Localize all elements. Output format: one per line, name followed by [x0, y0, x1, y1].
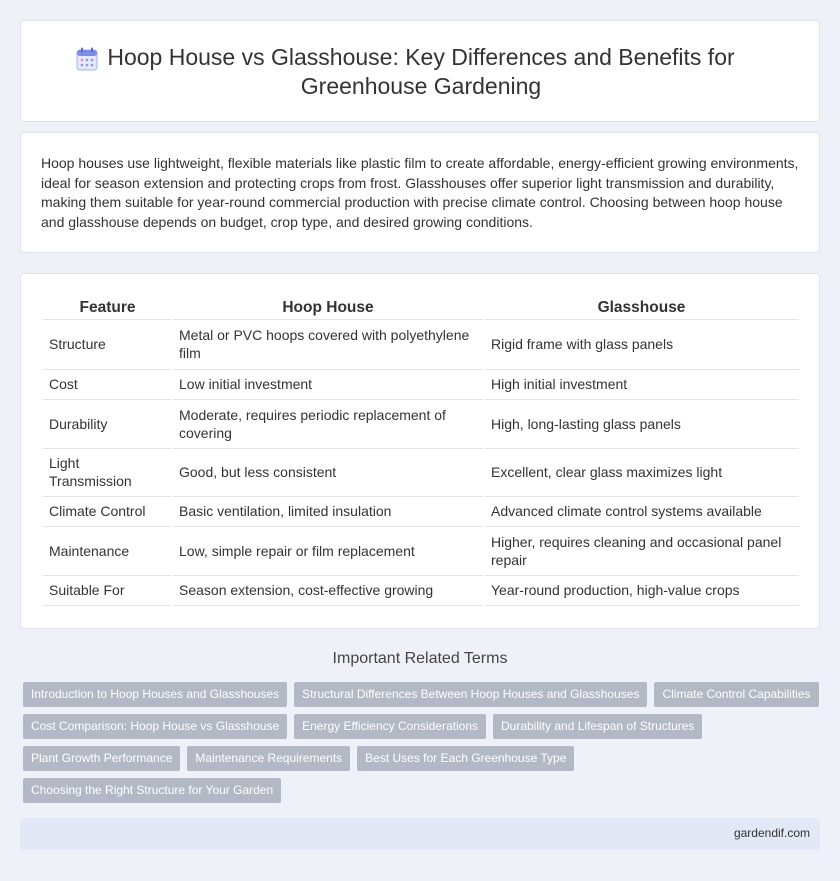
page-title: [21, 43, 821, 101]
glasshouse-cell: Advanced climate control systems available: [484, 496, 799, 526]
feature-cell: Cost: [43, 369, 172, 399]
feature-cell: Durability: [43, 399, 172, 448]
related-term-tag[interactable]: Cost Comparison: Hoop House vs Glasshouse: [23, 714, 287, 739]
related-term-tag[interactable]: Introduction to Hoop Houses and Glasshouses: [23, 682, 287, 707]
title-line-1: Hoop House vs Glasshouse: Key Differences and Benefits for: [107, 44, 735, 70]
table-header-row: [43, 295, 799, 319]
glasshouse-cell: Year-round production, high-value crops: [484, 575, 799, 605]
related-term-tag[interactable]: Choosing the Right Structure for Your Garden: [23, 778, 281, 803]
feature-cell: Suitable For: [43, 575, 172, 605]
hoop-house-cell: Moderate, requires periodic replacement of covering: [172, 399, 484, 448]
related-term-tag[interactable]: Best Uses for Each Greenhouse Type: [357, 746, 574, 771]
intro-paragraph: Hoop houses use lightweight, flexible materials like plastic film to create affordable, energy-efficient growing environments, ideal for season extension and protecting crops from frost. Glasshouses offer superior light transmission and durability, making them suitable for year-round commercial production with precise climate control. Choosing between hoop house and glasshouse depends on budget, crop type, and desired growing conditions.: [41, 155, 799, 230]
related-term-tag[interactable]: Climate Control Capabilities: [654, 682, 818, 707]
title-line-2: Greenhouse Gardening: [300, 73, 542, 99]
related-term-tag[interactable]: Maintenance Requirements: [187, 746, 350, 771]
table-row: [43, 496, 799, 526]
feature-cell: Structure: [43, 319, 172, 369]
glasshouse-cell: High, long-lasting glass panels: [484, 399, 799, 448]
hoop-house-cell: Low, simple repair or film replacement: [172, 526, 484, 575]
related-terms-list: [23, 682, 823, 810]
header-hoop-house: Hoop House: [172, 295, 484, 319]
hoop-house-cell: Good, but less consistent: [172, 448, 484, 496]
footer-site-link[interactable]: gardendif.com: [733, 826, 810, 840]
glasshouse-cell: Rigid frame with glass panels: [484, 319, 799, 369]
glasshouse-cell: Higher, requires cleaning and occasional panel repair: [484, 526, 799, 575]
intro-card: [20, 132, 820, 253]
table-row: [43, 319, 799, 369]
hoop-house-cell: Low initial investment: [172, 369, 484, 399]
related-term-tag[interactable]: Plant Growth Performance: [23, 746, 180, 771]
header-glasshouse: Glasshouse: [484, 295, 799, 319]
related-terms-heading: Important Related Terms: [332, 650, 508, 667]
comparison-table: [43, 295, 799, 606]
table-row: [43, 575, 799, 605]
hoop-house-cell: Metal or PVC hoops covered with polyethylene film: [172, 319, 484, 369]
hoop-house-cell: Season extension, cost-effective growing: [172, 575, 484, 605]
table-row: [43, 526, 799, 575]
table-row: [43, 448, 799, 496]
table-row: [43, 369, 799, 399]
hoop-house-cell: Basic ventilation, limited insulation: [172, 496, 484, 526]
related-term-tag[interactable]: Durability and Lifespan of Structures: [493, 714, 702, 739]
feature-cell: Maintenance: [43, 526, 172, 575]
glasshouse-cell: High initial investment: [484, 369, 799, 399]
feature-cell: Light Transmission: [43, 448, 172, 496]
table-row: [43, 399, 799, 448]
header-feature: Feature: [43, 295, 172, 319]
glasshouse-cell: Excellent, clear glass maximizes light: [484, 448, 799, 496]
feature-cell: Climate Control: [43, 496, 172, 526]
header-card: [20, 20, 820, 122]
comparison-table-card: [20, 273, 820, 629]
related-term-tag[interactable]: Energy Efficiency Considerations: [294, 714, 486, 739]
footer: [20, 818, 820, 850]
related-term-tag[interactable]: Structural Differences Between Hoop Houses and Glasshouses: [294, 682, 647, 707]
